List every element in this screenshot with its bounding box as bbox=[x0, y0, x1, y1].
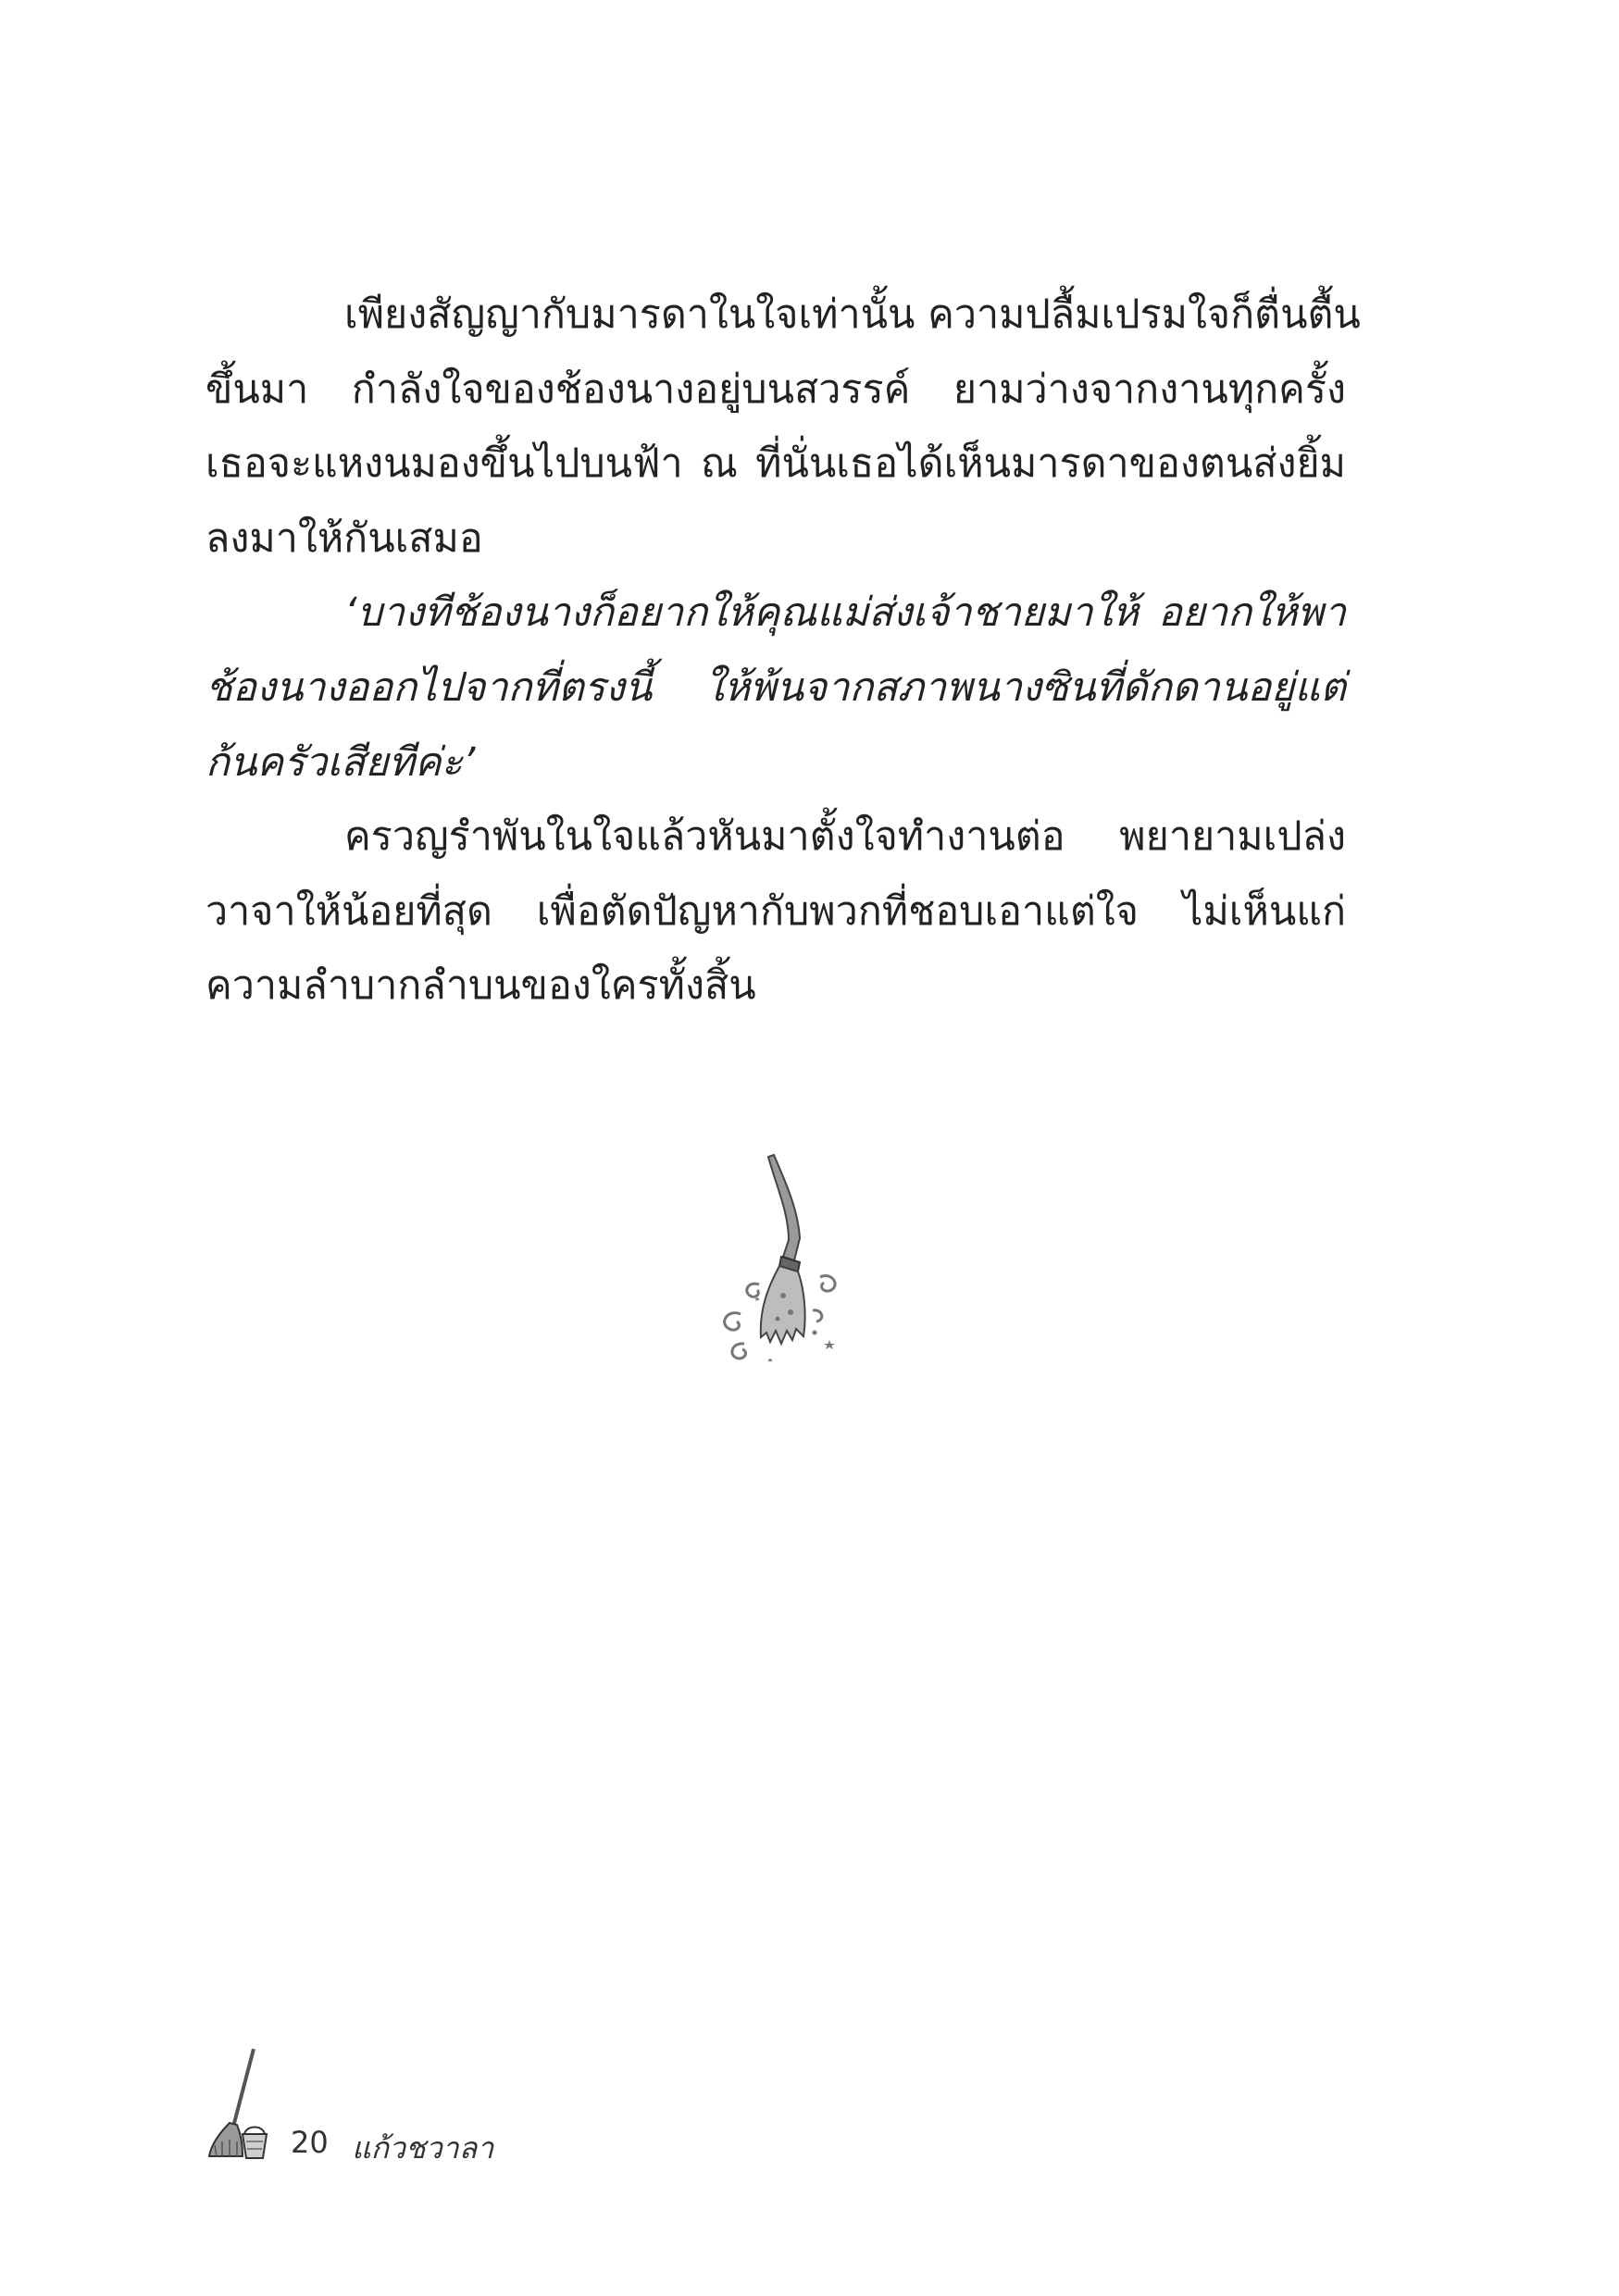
page-number: 20 bbox=[291, 2125, 329, 2160]
text-line: ขึ้นมา กำลังใจของช้องนางอยู่บนสวรรค์ ยามว่างจากงานทุกครั้ง bbox=[205, 366, 1346, 413]
text-line: ลงมาให้กันเสมอ bbox=[205, 515, 483, 562]
text-line: ‘บางทีช้องนางก็อยากให้คุณแม่ส่งเจ้าชายมาให้ อยากให้พา bbox=[344, 590, 1346, 637]
text-line: ความลำบากลำบนของใครทั้งสิ้น bbox=[205, 962, 756, 1010]
text-line: เพียงสัญญากับมารดาในใจเท่านั้น ความปลื้มเปรมใจก็ตื่นตื้น bbox=[344, 292, 1361, 338]
running-title: แก้วชวาลา bbox=[352, 2130, 494, 2166]
text-line: ช้องนางออกไปจากที่ตรงนี้ ให้พ้นจากสภาพนางซินที่ดักดานอยู่แต่ bbox=[205, 664, 1346, 711]
body-text bbox=[205, 278, 1361, 1024]
paragraph-1 bbox=[205, 278, 1361, 576]
text-line: วาจาให้น้อยที่สุด เพื่อตัดปัญหากับพวกที่ชอบเอาแต่ใจ ไม่เห็นแก่ bbox=[205, 887, 1346, 935]
text-line: ก้นครัวเสียทีค่ะ’ bbox=[205, 738, 476, 786]
paragraph-2-inner-thought bbox=[205, 576, 1346, 800]
text-line: ครวญรำพันในใจแล้วหันมาตั้งใจทำงานต่อ พยายามเปล่ง bbox=[344, 813, 1346, 861]
text-line: เธอจะแหงนมองขึ้นไปบนฟ้า ณ ที่นั่นเธอได้เห็นมารดาของตนส่งยิ้ม bbox=[205, 441, 1346, 488]
paragraph-3 bbox=[205, 800, 1346, 1024]
broom-and-bucket-icon bbox=[205, 2045, 275, 2161]
page-footer bbox=[205, 2045, 761, 2166]
broom-swirl-ornament-icon bbox=[704, 1148, 870, 1379]
